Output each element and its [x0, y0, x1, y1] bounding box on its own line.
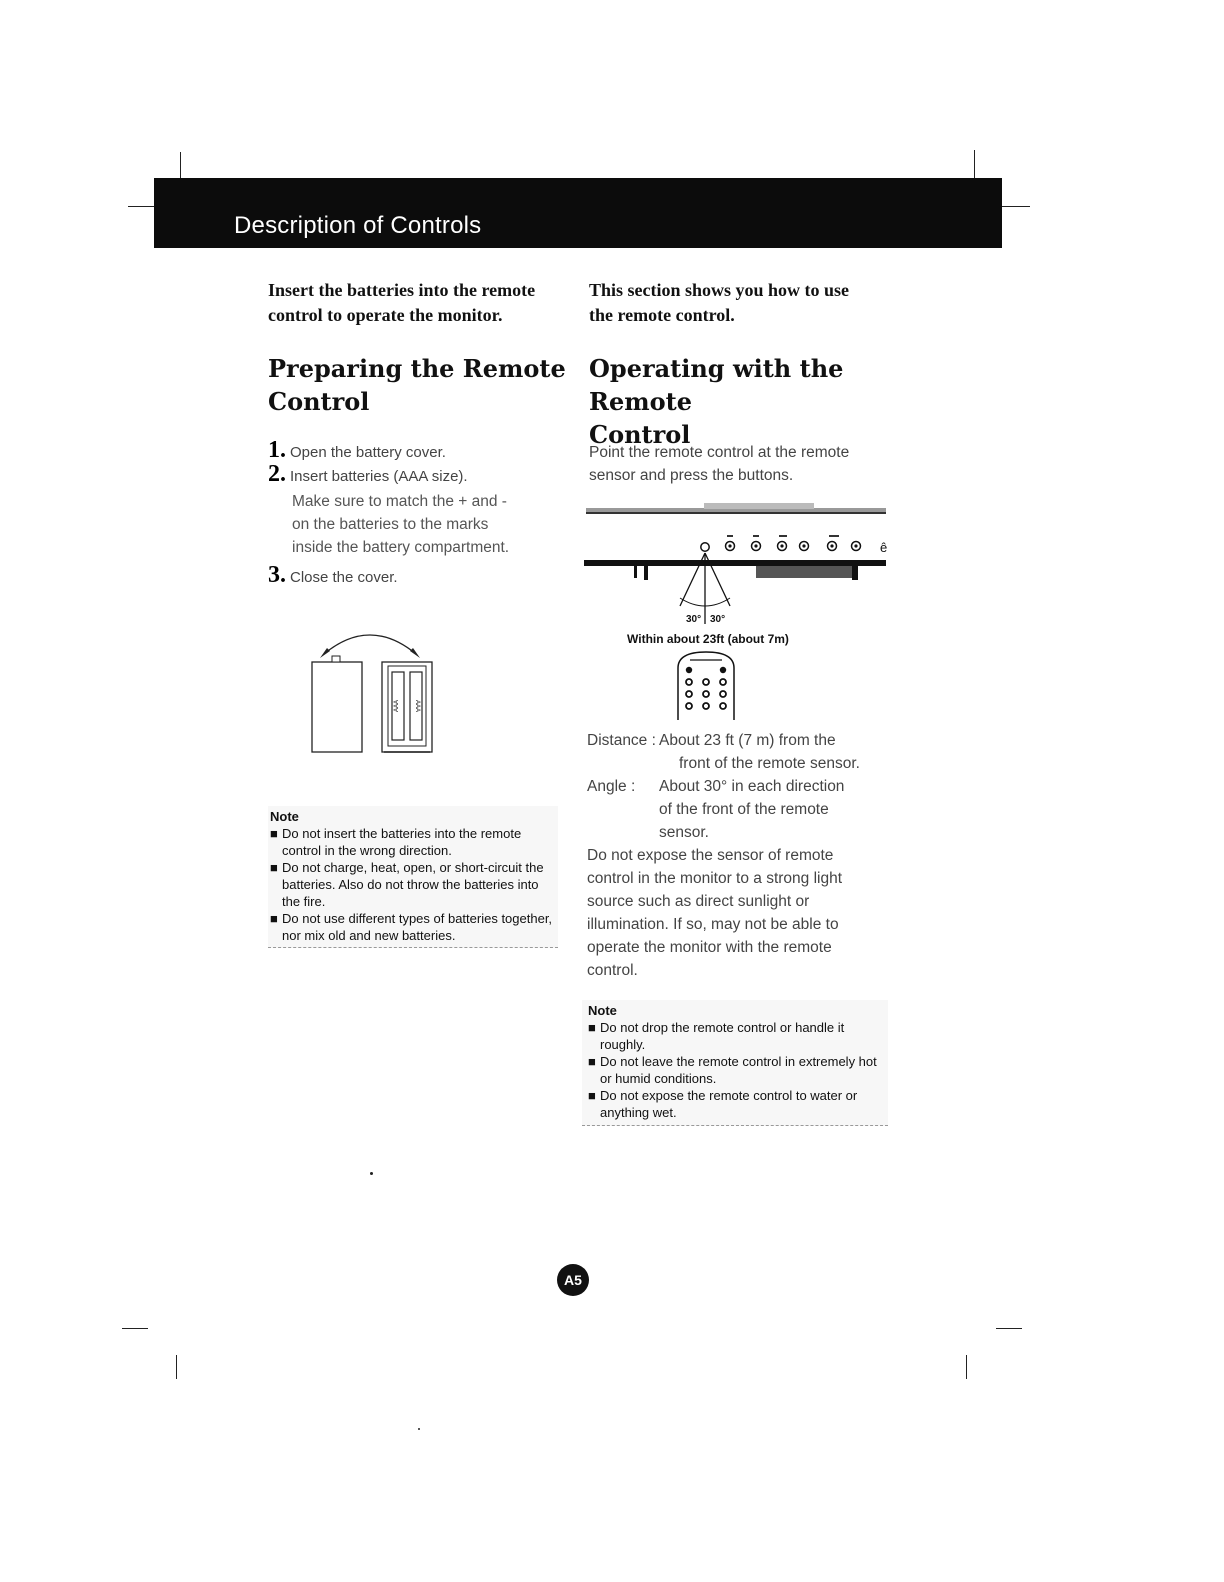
bullet-icon: ■ [270, 826, 278, 841]
warning-line: source such as direct sunlight or [587, 893, 810, 910]
section-header [154, 178, 1002, 248]
crop-mark-bottom-right-v [966, 1355, 967, 1379]
note-item [588, 1019, 888, 1053]
svg-text:ê: ê [880, 540, 888, 555]
battery-cover [312, 662, 362, 752]
left-intro-line-1: Insert the batteries into the remote [268, 280, 536, 300]
left-intro-line-2: control to operate the monitor. [268, 305, 503, 325]
note-item [270, 825, 558, 859]
step-2-detail-line: Make sure to match the + and - [292, 493, 507, 510]
note-item [270, 910, 558, 944]
cover-arrow [324, 635, 416, 654]
step-2-detail [268, 490, 568, 559]
note-item-text: Do not leave the remote control in extremely hot or humid conditions. [600, 1054, 877, 1086]
crop-mark-top-left [180, 152, 181, 180]
crop-mark-right-edge [1002, 206, 1030, 207]
right-section-heading [589, 352, 919, 451]
left-heading-line-1: Preparing the Remote [268, 354, 566, 383]
strong-light-warning [587, 844, 897, 982]
page-number-badge: A5 [557, 1264, 589, 1296]
bullet-icon: ■ [270, 860, 278, 875]
remote-sensor [701, 543, 709, 551]
note-title: Note [270, 809, 299, 824]
page-title: Description of Controls [234, 212, 482, 239]
step-2-detail-line: inside the battery compartment. [292, 539, 510, 556]
right-intro-line-1: This section shows you how to use [589, 280, 850, 300]
note-item-text: Do not charge, heat, open, or short-circuit the batteries. Also do not throw the batteries into the fire. [282, 860, 544, 909]
bullet-icon: ■ [588, 1054, 596, 1069]
note-item [270, 859, 558, 910]
distance-label: Distance : [587, 732, 656, 749]
bullet-icon: ■ [588, 1020, 596, 1035]
angle-value-line: sensor. [659, 824, 709, 841]
step-1 [268, 438, 568, 462]
left-intro [268, 278, 568, 328]
angle-left-label: 30° [686, 614, 702, 625]
right-description-line: Point the remote control at the remote [589, 444, 850, 461]
step-1-text: Open the battery cover. [290, 444, 446, 461]
distance-value-line: About 23 ft (7 m) from the [659, 732, 836, 749]
note-item-text: Do not insert the batteries into the remote control in the wrong direction. [282, 826, 522, 858]
step-3 [268, 563, 568, 587]
warning-line: illumination. If so, may not be able to [587, 916, 839, 933]
crop-mark-left-edge [128, 206, 154, 207]
warning-line: control in the monitor to a strong light [587, 870, 843, 887]
angle-value [659, 775, 844, 844]
warning-line: control. [587, 962, 638, 979]
angle-right-label: 30° [710, 614, 726, 625]
note-item [588, 1087, 888, 1121]
right-intro-line-2: the remote control. [589, 305, 735, 325]
crop-mark-bottom-left-h [122, 1328, 148, 1329]
right-note-box [582, 1000, 888, 1126]
step-1-number: 1. [268, 437, 286, 463]
range-specs [587, 729, 897, 982]
step-3-text: Close the cover. [290, 569, 398, 586]
right-description [589, 441, 899, 487]
step-3-number: 3. [268, 562, 286, 588]
bullet-icon: ■ [270, 911, 278, 926]
angle-label: Angle : [587, 778, 636, 795]
scan-speck [370, 1172, 373, 1175]
note-item-text: Do not drop the remote control or handle it roughly. [600, 1020, 845, 1052]
battery-label-2: AAA [414, 699, 420, 713]
remote-range-illustration [584, 498, 894, 730]
crop-mark-top-right [974, 150, 975, 180]
distance-spec [587, 729, 897, 775]
warning-line: Do not expose the sensor of remote [587, 847, 834, 864]
bullet-icon: ■ [588, 1088, 596, 1103]
right-heading-line-2: Control [589, 420, 691, 449]
angle-spec [587, 775, 897, 844]
note-item-text: Do not use different types of batteries together, nor mix old and new batteries. [282, 911, 553, 943]
right-heading-line-1: Operating with the Remote [589, 354, 844, 416]
left-section-heading [268, 352, 568, 418]
battery-compartment [382, 662, 432, 752]
step-2-detail-line: on the batteries to the marks [292, 516, 489, 533]
battery-compartment-illustration [300, 620, 450, 770]
scan-speck [418, 1428, 420, 1430]
note-item-text: Do not expose the remote control to water or anything wet. [600, 1088, 858, 1120]
step-2-text: Insert batteries (AAA size). [290, 468, 468, 485]
battery-steps [268, 438, 568, 587]
crop-mark-bottom-right-h [996, 1328, 1022, 1329]
note-item [588, 1053, 888, 1087]
step-2-number: 2. [268, 461, 286, 487]
crop-mark-bottom-left-v [176, 1355, 177, 1379]
warning-line: operate the monitor with the remote [587, 939, 832, 956]
left-heading-line-2: Control [268, 387, 370, 416]
angle-value-line: About 30° in each direction [659, 778, 845, 795]
battery-label-1: AAA [394, 699, 400, 713]
right-description-line: sensor and press the buttons. [589, 467, 794, 484]
distance-value-line: front of the remote sensor. [679, 755, 860, 772]
angle-value-line: of the front of the remote [659, 801, 829, 818]
left-note-box [268, 806, 558, 948]
right-intro [589, 278, 909, 328]
distance-value [659, 729, 860, 775]
range-caption: Within about 23ft (about 7m) [627, 632, 789, 646]
note-title: Note [588, 1003, 617, 1018]
step-2 [268, 462, 568, 486]
